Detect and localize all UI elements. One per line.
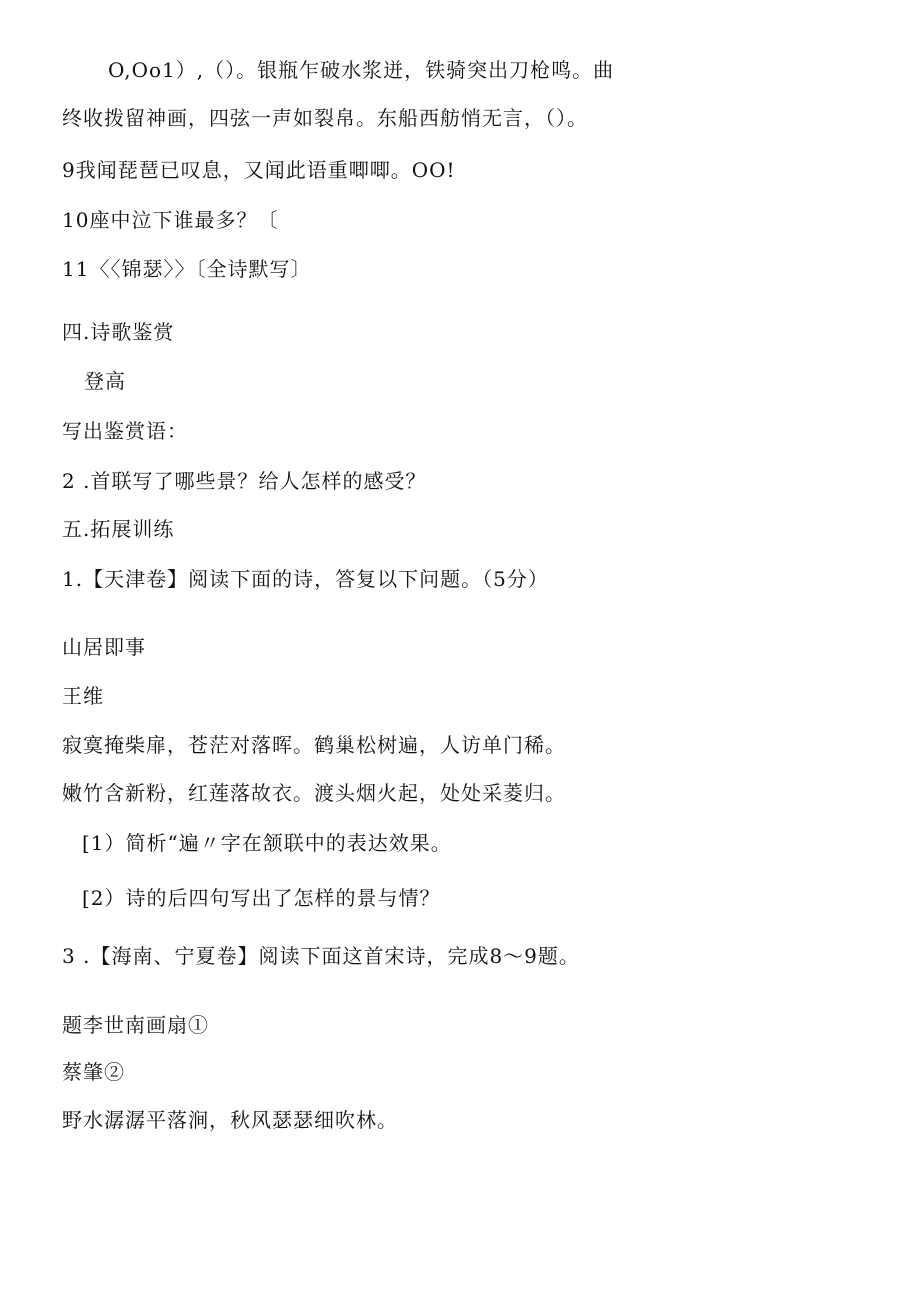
question-10: 10座中泣下谁最多？〔 <box>62 208 279 232</box>
question-9: 9我闻琵琶已叹息，又闻此语重唧唧。OO! <box>62 158 456 182</box>
exercise-3-intro: 3 .【海南、宁夏卷】阅读下面这首宋诗，完成8～9题。 <box>62 944 580 968</box>
poem-author-caizhao: 蔡肇② <box>62 1060 125 1084</box>
appreciation-prompt: 写出鉴赏语： <box>62 419 188 443</box>
poem-title-denggao: 登高 <box>84 369 126 393</box>
question-11: 11〈〈锦瑟〉〉〔全诗默写〕 <box>62 257 312 281</box>
section-heading-extension-training: 五.拓展训练 <box>62 517 175 541</box>
poem-body-line-2: 嫩竹含新粉，红莲落故衣。渡头烟火起，处处采菱归。 <box>62 781 566 805</box>
poem-fill-line-2: 终收拨留神画，四弦一声如裂帛。东船西舫悄无言，（）。 <box>62 106 588 130</box>
poem-title-shanjujishi: 山居即事 <box>62 635 146 659</box>
poem-author-wangwei: 王维 <box>62 684 104 708</box>
question-2: 2 .首联写了哪些景？给人怎样的感受？ <box>62 469 427 493</box>
sub-question-1: [1）简析“遍〃字在颔联中的表达效果。 <box>82 831 452 855</box>
exercise-1-intro: 1.【天津卷】阅读下面的诗，答复以下问题。（5分） <box>62 567 549 591</box>
poem-body-line-3: 野水潺潺平落涧，秋风瑟瑟细吹林。 <box>62 1108 398 1132</box>
poem-fill-line-1: O,Oo1）,（）。银瓶乍破水浆迸，铁骑突出刀枪鸣。曲 <box>108 58 615 82</box>
poem-body-line-1: 寂寞掩柴扉，苍茫对落晖。鹤巢松树遍，人访单门稀。 <box>62 733 566 757</box>
section-heading-poetry-appreciation: 四.诗歌鉴赏 <box>62 320 175 344</box>
sub-question-2: [2）诗的后四句写出了怎样的景与情？ <box>82 886 441 910</box>
poem-title-shanhua: 题李世南画扇① <box>62 1013 209 1037</box>
